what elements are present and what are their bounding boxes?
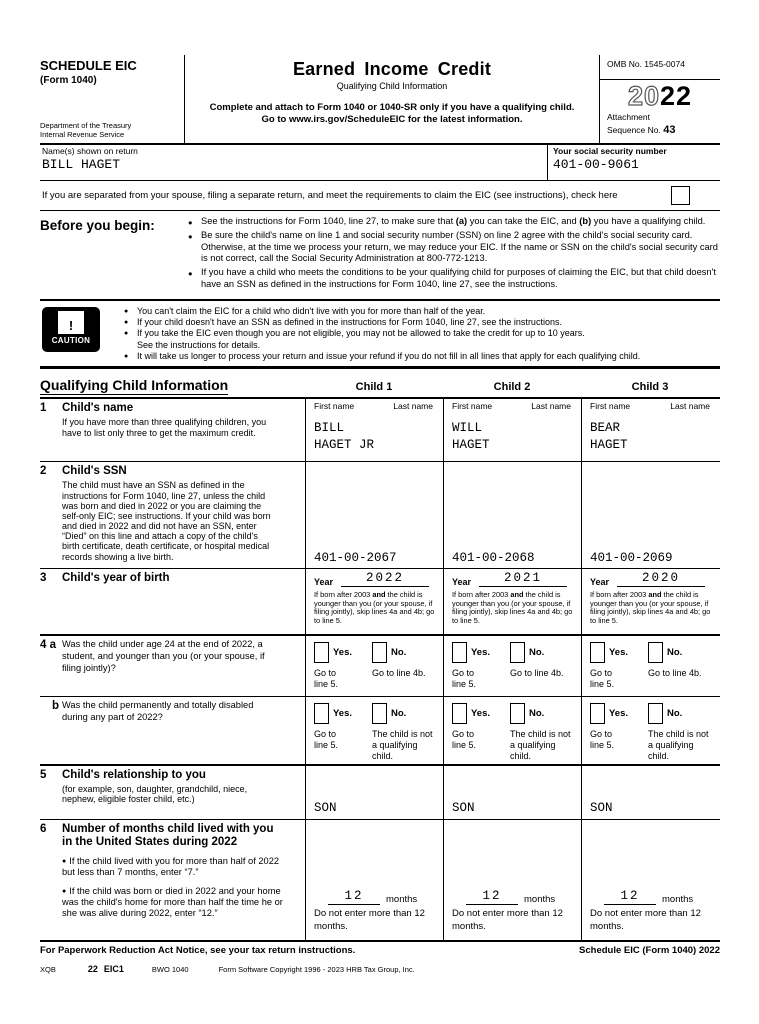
attach-instruction: Complete and attach to Form 1040 or 1040-SR only if you have a qualifying child. (209, 102, 575, 113)
child1-column-header: Child 1 (355, 381, 393, 394)
child2-4b-yes-note: Go to line 5. (452, 729, 477, 751)
separated-text: If you are separated from your spouse, filing a separate return, and meet the requirements to claim the EIC (see instructions), check here (42, 190, 618, 201)
child1-name-cell (305, 399, 443, 461)
name-cell (40, 145, 547, 180)
footer-code-xqb: XQB (40, 964, 56, 974)
yes-label: Yes. (609, 647, 629, 659)
child1-months-field[interactable]: 12 (328, 890, 380, 905)
child2-4b-no-note: The child is not a qualifying child. (510, 729, 571, 761)
before-you-begin-label: Before you begin: (40, 218, 155, 233)
bullet-icon: ● (188, 232, 193, 242)
no-label: No. (667, 708, 683, 720)
row-4b-question: Was the child permanently and totally disabled during any part of 2022? (62, 700, 254, 723)
omb-number: OMB No. 1545-0074 (600, 55, 720, 80)
last-name-label: Last name (393, 401, 433, 412)
row-5-label (40, 766, 305, 819)
child1-name-labels (314, 401, 441, 411)
row-3-number: 3 (40, 572, 47, 585)
child3-year-line (590, 572, 718, 587)
child2-4a-cell (443, 636, 581, 696)
form-header (40, 55, 720, 145)
child3-first-name: BEAR (590, 421, 621, 436)
separated-checkbox[interactable] (671, 186, 690, 205)
caution-bullet-1 (124, 306, 720, 317)
caution-bullet-1-text: You can't claim the EIC for a child who didn't live with you for more than half of the year. (137, 305, 486, 316)
row-1-desc: If you have more than three qualifying children, you have to list only three to get the maximum credit. (62, 417, 267, 438)
row-4b-number: b (52, 700, 60, 713)
form-header-center (185, 55, 600, 143)
goto-url-line: Go to www.irs.gov/ScheduleEIC for the latest information. (261, 114, 523, 125)
year-note-bold: and (648, 589, 662, 599)
child3-year-field[interactable]: 2020 (617, 572, 705, 587)
row-3-label (40, 569, 305, 634)
row-6-title: Number of months child lived with you in the United States during 2022 (62, 822, 274, 848)
child1-year-note (314, 591, 441, 627)
bb-b1-p4: you have a qualifying child. (591, 216, 706, 226)
row-6-bullet-2 (62, 886, 297, 920)
child1-4a-cell (305, 636, 443, 696)
child2-4a-yes-checkbox[interactable] (452, 642, 467, 663)
form-header-left (40, 55, 185, 143)
first-name-label: First name (452, 401, 493, 412)
bullet-icon: ● (124, 307, 129, 315)
child3-ssn-cell (581, 462, 720, 568)
child2-name-labels (452, 401, 579, 411)
year-note-pre: If born after 2003 (590, 589, 649, 599)
child3-4a-yes-checkbox[interactable] (590, 642, 605, 663)
child1-first-name: BILL (314, 421, 345, 436)
row-6-label (40, 820, 305, 940)
ssn-label: Your social security number (553, 146, 667, 156)
row-4a-label (40, 636, 305, 696)
child2-4b-cell (443, 697, 581, 763)
year-note-post: the child is younger than you (or your spouse, if filing jointly), skip lines 4a and 4b; go to line 5. (590, 589, 711, 626)
months-label: months (662, 893, 694, 905)
child1-4a-no-note: Go to line 4b. (372, 668, 426, 679)
child3-4a-no-checkbox[interactable] (648, 642, 663, 663)
yes-label: Yes. (333, 708, 353, 720)
attachment-label: Attachment (607, 112, 650, 122)
row-6-number: 6 (40, 822, 47, 835)
name-ssn-row (40, 145, 720, 181)
child3-months-field[interactable]: 12 (604, 890, 656, 905)
year-note-bold: and (372, 589, 386, 599)
child3-name-field[interactable] (590, 420, 718, 454)
months-label: months (524, 893, 556, 905)
section-title (40, 377, 305, 393)
child2-4a-no-note: Go to line 4b. (510, 668, 564, 679)
row-3-title: Child's year of birth (62, 572, 170, 585)
row-6-bullet-2-text: If the child was born or died in 2022 and your home was the child's home for more than half the time he or she was alive during 2022, enter “12.” (62, 885, 283, 919)
form-number: (Form 1040) (40, 75, 97, 86)
first-name-label: First name (590, 401, 631, 412)
sequence-number: 43 (663, 124, 676, 137)
ssn-cell (547, 145, 720, 180)
row-2-label (40, 462, 305, 568)
child2-year-cell (443, 569, 581, 634)
bullet-icon: ● (124, 330, 129, 338)
child3-4b-cell (581, 697, 720, 763)
bullet-icon: ● (188, 269, 193, 279)
form-header-right (600, 55, 720, 143)
child3-4b-no-checkbox[interactable] (648, 703, 663, 724)
form-subtitle: Qualifying Child Information (336, 81, 448, 91)
child1-months-note: Do not enter more than 12 months. (314, 907, 425, 932)
no-label: No. (667, 647, 683, 659)
bb-bullet-1-text (201, 216, 720, 227)
year-note-pre: If born after 2003 (452, 589, 511, 599)
child2-4a-yes-note: Go to line 5. (452, 668, 477, 690)
form-id-footer: Schedule EIC (Form 1040) 2022 (579, 944, 720, 956)
child2-relationship-field[interactable]: SON (452, 800, 475, 815)
child1-year-line (314, 572, 441, 587)
child3-4b-no-note: The child is not a qualifying child. (648, 729, 709, 761)
child2-months-cell (443, 820, 581, 940)
footer-codes (40, 964, 720, 974)
child2-months-line (466, 890, 579, 905)
schedule-title: SCHEDULE EIC (40, 58, 137, 73)
before-you-begin-bullets (188, 216, 720, 293)
child3-last-name: HAGET (590, 438, 628, 453)
child2-ssn-field[interactable]: 401-00-2068 (452, 551, 535, 566)
row-5-desc: (for example, son, daughter, grandchild, niece, nephew, eligible foster child, etc.) (62, 783, 248, 804)
child3-4a-yes-note: Go to line 5. (590, 668, 615, 690)
child2-ssn-cell (443, 462, 581, 568)
footer-copyright: Form Software Copyright 1996 - 2023 HRB Tax Group, Inc. (218, 964, 415, 974)
qualifying-child-heading-row (40, 369, 720, 399)
row-1-label (40, 399, 305, 461)
child2-4a-no-checkbox[interactable] (510, 642, 525, 663)
child3-4a-cell (581, 636, 720, 696)
paperwork-notice: For Paperwork Reduction Act Notice, see your tax return instructions. (40, 944, 356, 956)
child2-year-field[interactable]: 2021 (479, 572, 567, 587)
bb-bullet-3 (188, 267, 720, 290)
first-name-label: First name (314, 401, 355, 412)
year-note-pre: If born after 2003 (314, 589, 373, 599)
year-note-post: the child is younger than you (or your spouse, if filing jointly), skip lines 4a and 4b; go to line 5. (314, 589, 435, 626)
row-1-number: 1 (40, 402, 47, 415)
bb-b1-p1: (a) (455, 216, 468, 226)
caution-bullet-3-text (137, 328, 720, 351)
bullet-icon: ● (62, 887, 67, 895)
caution-bullet-2-text: If your child doesn't have an SSN as defined in the instructions for Form 1040, line 27, see the instructions. (137, 317, 562, 328)
form-title: Earned Income Credit (292, 59, 492, 79)
child1-4b-cell (305, 697, 443, 763)
yes-label: Yes. (471, 708, 491, 720)
child3-name-cell (581, 399, 720, 461)
row-5-number: 5 (40, 768, 47, 781)
bb-bullet-1 (188, 216, 720, 227)
row-4a-question: Was the child under age 24 at the end of 2022, a student, and younger than you (or your spouse, if filing jointly)? (62, 639, 265, 673)
child2-last-name: HAGET (452, 438, 490, 453)
bb-bullet-3-text: If you have a child who meets the conditions to be your qualifying child for purposes of claiming the EIC, but that child doesn't have an SSN as defined in the instructions for Form 1040, line 27, see the instructions. (201, 267, 716, 289)
child3-4b-yes-checkbox[interactable] (590, 703, 605, 724)
no-label: No. (529, 647, 545, 659)
section-title-text: Qualifying Child Information (40, 377, 229, 394)
sequence-label: Sequence No. (607, 125, 661, 136)
caution-section (40, 301, 720, 369)
caution-bullet-3a: If you take the EIC even though you are not eligible, you may not be allowed to take the credit for up to 10 years. (137, 328, 585, 339)
bullet-icon: ● (62, 858, 67, 866)
child3-4a-no-note: Go to line 4b. (648, 668, 702, 679)
row-4a-under-24 (40, 636, 720, 697)
yes-label: Yes. (609, 708, 629, 720)
child3-year-cell (581, 569, 720, 634)
bb-b1-p3: (b) (579, 216, 592, 226)
row-4b-label (40, 697, 305, 763)
row-1-title: Child's name (62, 402, 134, 415)
child1-4b-yes-note: Go to line 5. (314, 729, 339, 751)
child1-months-cell (305, 820, 443, 940)
child3-ssn-field[interactable]: 401-00-2069 (590, 551, 673, 566)
child1-year-cell (305, 569, 443, 634)
child2-4b-no-checkbox[interactable] (510, 703, 525, 724)
taxpayer-name-field[interactable]: BILL HAGET (42, 157, 121, 172)
row-6-bullet-1-text: If the child lived with you for more than half of 2022 but less than 7 months, enter “7.” (62, 856, 280, 878)
bb-b1-p2: you can take the EIC, and (467, 216, 580, 226)
bb-bullet-2 (188, 230, 720, 264)
form-body (40, 55, 720, 974)
child1-relationship-field[interactable]: SON (314, 800, 337, 815)
months-label: months (386, 893, 418, 905)
child1-months-line (328, 890, 441, 905)
child3-months-line (604, 890, 718, 905)
last-name-label: Last name (531, 401, 571, 412)
footer-code-22: 22 (87, 963, 98, 974)
row-3-year-of-birth (40, 569, 720, 636)
child3-year-note (590, 591, 718, 627)
caution-exclamation: ! (58, 311, 84, 334)
child1-ssn-field[interactable]: 401-00-2067 (314, 551, 397, 566)
child2-4b-yes-checkbox[interactable] (452, 703, 467, 724)
no-label: No. (391, 647, 407, 659)
bb-bullet-2-text: Be sure the child's name on line 1 and social security number (SSN) on line 2 agree with the child's social security card. Otherwise, at the time we process your return, we may reduce your EIC. If the name or SSN on the child's social security card is not correct, call the Social Security Administration at 800-772-1213. (201, 230, 718, 263)
caution-icon-label: CAUTION (51, 335, 91, 345)
attachment-sequence (600, 111, 720, 140)
child2-first-name: WILL (452, 421, 483, 436)
footer-code-eic1: EIC1 (103, 963, 124, 974)
row-4a-number: 4 a (40, 639, 56, 652)
child3-name-labels (590, 401, 718, 411)
child2-year-note (452, 591, 579, 627)
footer-code-bwo: BWO 1040 (151, 964, 189, 974)
child1-ssn-cell (305, 462, 443, 568)
last-name-label: Last name (670, 401, 710, 412)
bullet-icon: ● (124, 319, 129, 327)
child1-last-name: HAGET JR (314, 438, 375, 453)
bullet-icon: ● (188, 218, 193, 227)
dept-line2: Internal Revenue Service (40, 130, 125, 140)
yes-label: Yes. (471, 647, 491, 659)
no-label: No. (529, 708, 545, 720)
child3-column-header: Child 3 (631, 381, 669, 394)
child3-4b-yes-note: Go to line 5. (590, 729, 615, 751)
row-2-childs-ssn (40, 462, 720, 569)
bullet-icon: ● (124, 352, 129, 360)
child1-4a-yes-checkbox[interactable] (314, 642, 329, 663)
caution-bullet-4-text: It will take us longer to process your return and issue your refund if you do not fill in all lines that apply for each qualifying child. (137, 350, 641, 361)
child2-name-field[interactable] (452, 420, 579, 454)
caution-bullet-2 (124, 317, 720, 328)
row-6-bullet-1 (62, 856, 297, 879)
year-note-post: the child is younger than you (or your spouse, if filing jointly), skip lines 4a and 4b; go to line 5. (452, 589, 573, 626)
tax-year-outline: 20 (627, 81, 660, 111)
row-5-relationship (40, 766, 720, 820)
child1-name-field[interactable] (314, 420, 441, 454)
name-label: Name(s) shown on return (42, 146, 138, 156)
child1-year-field[interactable]: 2022 (341, 572, 429, 587)
year-note-bold: and (510, 589, 524, 599)
child3-months-note: Do not enter more than 12 months. (590, 907, 701, 932)
year-label: Year (314, 576, 334, 587)
child1-4b-no-note: The child is not a qualifying child. (372, 729, 433, 761)
taxpayer-ssn-field[interactable]: 401-00-9061 (553, 157, 639, 172)
row-2-desc: The child must have an SSN as defined in the instructions for Form 1040, line 27, unless the child was born and died in 2022 or you are claiming the self-only EIC; see instructions. If your child was born and died in 2022 and did not have an SSN, enter “Died” on this line and attach a copy of the child's birth certificate, death certificate, or hospital medical records showing a live birth. (62, 480, 271, 562)
dept-line1: Department of the Treasury (40, 120, 132, 130)
child2-name-cell (443, 399, 581, 461)
department-lines (40, 121, 180, 141)
tax-year-bold: 22 (660, 81, 693, 111)
child2-relationship-cell (443, 766, 581, 819)
year-label: Year (452, 576, 472, 587)
row-1-childs-name (40, 399, 720, 462)
row-6-months (40, 820, 720, 942)
sequence-line (607, 123, 720, 138)
child1-4b-yes-checkbox[interactable] (314, 703, 329, 724)
separated-row (40, 181, 720, 211)
child3-relationship-cell (581, 766, 720, 819)
row-5-title: Child's relationship to you (62, 768, 206, 781)
row-2-title: Child's SSN (62, 465, 127, 478)
child1-4a-no-checkbox[interactable] (372, 642, 387, 663)
child1-4b-no-checkbox[interactable] (372, 703, 387, 724)
footer-row (40, 942, 720, 956)
child2-year-line (452, 572, 579, 587)
child1-relationship-cell (305, 766, 443, 819)
child2-column-header: Child 2 (493, 381, 531, 394)
caution-bullets (124, 306, 720, 362)
child2-months-field[interactable]: 12 (466, 890, 518, 905)
tax-year (600, 80, 720, 111)
child3-months-cell (581, 820, 720, 940)
caution-bullet-3b: See the instructions for details. (137, 339, 261, 350)
caution-bullet-3 (124, 328, 720, 351)
caution-icon (42, 307, 100, 352)
row-2-number: 2 (40, 465, 47, 478)
no-label: No. (391, 708, 407, 720)
year-label: Year (590, 576, 610, 587)
yes-label: Yes. (333, 647, 353, 659)
child2-months-note: Do not enter more than 12 months. (452, 907, 563, 932)
bb-b1-p0: See the instructions for Form 1040, line 27, to make sure that (201, 216, 456, 226)
row-4b-disabled (40, 697, 720, 765)
child1-4a-yes-note: Go to line 5. (314, 668, 339, 690)
before-you-begin-section (40, 211, 720, 301)
caution-bullet-4 (124, 351, 720, 362)
child3-relationship-field[interactable]: SON (590, 800, 613, 815)
